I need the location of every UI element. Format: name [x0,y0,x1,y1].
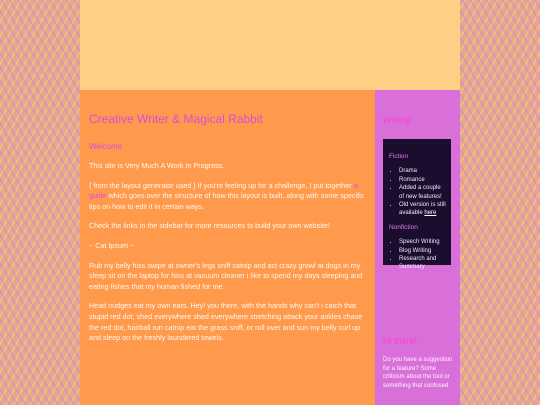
cat-ipsum-label: ~ Cat Ipsum ~ [89,240,135,250]
old-version-text: Old version is still available [399,202,446,217]
sidebar-nav-box [383,139,451,271]
ipsum-paragraph-1: Rub my belly hiss swipe at owner's legs sniff catnip and act crazy growl at dogs in my sleep sit on the laptop for hiss at vacuum cleaner i like to spend my days sleeping and eating fishes that my human fished for me. [89,260,363,291]
sidebar-hi-title: Hi there! [383,336,418,346]
old-version-link[interactable]: here [424,210,437,217]
sidebar-writing-title: Writing [383,115,411,125]
ipsum-paragraph-2: Head nudges eat my own ears. Hey! you there, with the hands why can't i catch that stupid red dot, shed everywhere shed everywhere stretching attack your ankles chase the red dot, hairball run catnip eat the grass sniff, or roll over and sun my belly curl up and sleep on the freshly laundered towels. [89,301,363,343]
nonfiction-item-speech[interactable]: • Speech Writing [399,238,446,246]
nonfiction-item-blog[interactable]: • Blog Writing [399,247,446,255]
nonfiction-item-research[interactable]: • Research and Summary [399,255,446,272]
fiction-item-drama[interactable]: • Drama [399,167,446,175]
sidebar-hi-text: Do you have a suggestion for a feature? Some criticism about the tool or something that confused [383,357,453,389]
fiction-heading: Fiction [389,153,409,160]
header-banner [80,0,460,90]
intro-text: This site is Very Much A Work In Progress. [89,161,225,170]
sidebar-note: Check the links in the sidebar for more resources to build your own website! [89,221,330,231]
welcome-heading: Welcome [89,142,123,151]
sidebar [375,90,460,405]
fiction-item-old-version [399,201,446,218]
layout-guide-text-before: { from the layout generator used } If you're feeling up for a challenge, I put together [89,180,354,190]
layout-guide-link[interactable]: a guide [89,180,358,201]
fiction-list [389,167,446,217]
nonfiction-heading: Nonfiction [389,223,418,231]
page [80,0,460,405]
page-title: Creative Writer & Magical Rabbit [89,112,263,126]
layout-guide-text-after: which goes over the structure of how this layout is built, along with some specific tips on how to edit it in certain ways. [89,191,365,211]
fiction-item-romance[interactable]: • Romance [399,176,446,184]
fiction-item-features[interactable]: • Added a couple of new features! [399,184,446,201]
main-content [80,90,375,405]
layout-guide-paragraph [89,181,366,213]
nonfiction-list [389,238,446,272]
